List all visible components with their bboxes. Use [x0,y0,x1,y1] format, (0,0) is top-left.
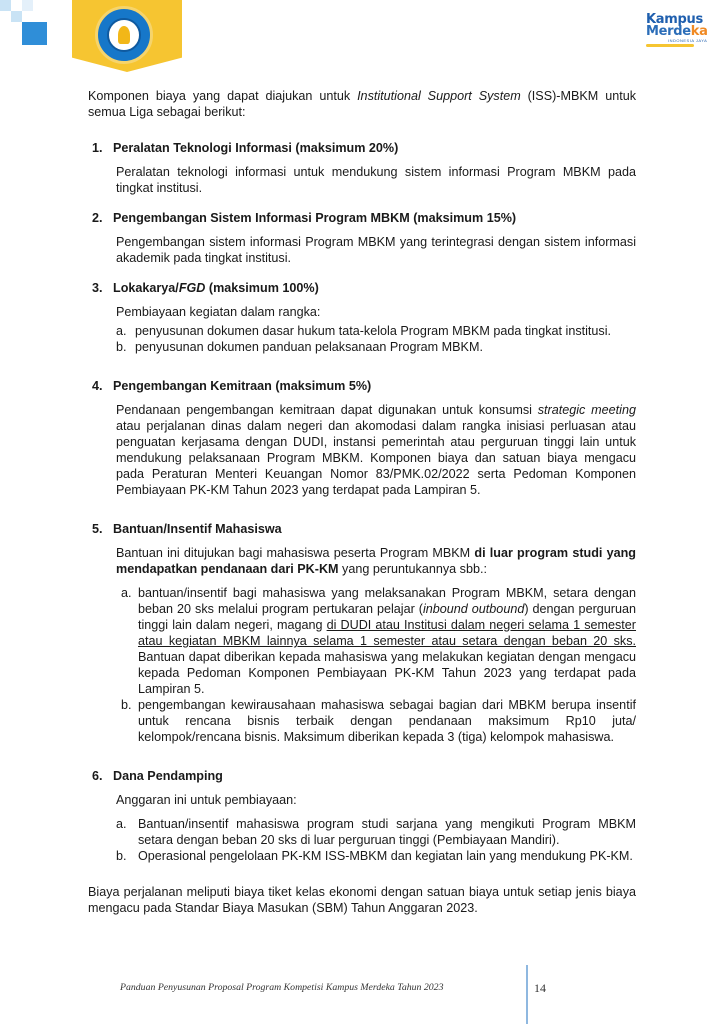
list-item: a. Bantuan/insentif mahasiswa program studi sarjana yang mengikuti Program MBKM setara dengan beban 20 sks di luar perguruan tinggi (Pembiayaan Mandiri). [116,817,636,847]
section-body: Pendanaan pengembangan kemitraan dapat digunakan untuk konsumsi strategic meeting atau perjalanan dinas dalam negeri dan akomodasi dalam rangka inisiasi perluasan atau penguatan kerjasama dengan DUDI, instansi pemerintah atau perguruan tinggi lain untuk mendukung pelaksanaan Program MBKM. Komponen biaya dan satuan biaya mengacu pada Peraturan Menteri Keuangan Nomor 83/PMK.02/2022 serta Pedoman Komponen Pembiayaan PK-KM Tahun 2023 yang terdapat pada Lampiran 5. [116,403,636,497]
document-body [88,88,636,916]
list-item: a. bantuan/insentif bagi mahasiswa yang melaksanakan Program MBKM, setara dengan beban 20 sks melalui program pertukaran pelajar (inbound outbound) dengan perguruan tinggi lain dalam negeri, magang di DUDI atau Institusi dalam negeri selama 1 semester atau kegiatan MBKM lainnya selama 1 semester atau setara dengan beban 20 sks. Bantuan dapat diberikan kepada mahasiswa yang melakukan kegiatan dengan mengacu kepada Pedoman Komponen Pembiayaan PK-KM Tahun 2023 yang terdapat pada Lampiran 5. [121,586,637,696]
tut-wuri-handayani-icon [95,6,153,64]
list-item: b. penyusunan dokumen panduan pelaksanaan Program MBKM. [116,340,483,354]
section-body: Bantuan ini ditujukan bagi mahasiswa peserta Program MBKM di luar program studi yang mendapatkan pendanaan dari PK-KM yang peruntukannya sbb.: [116,546,636,576]
list-item: a. penyusunan dokumen dasar hukum tata-kelola Program MBKM pada tingkat institusi. [116,324,612,338]
page-number: 14 [534,981,546,995]
section-body: Anggaran ini untuk pembiayaan: [116,793,297,807]
decor-square [22,22,47,45]
list-item: b. pengembangan kewirausahaan mahasiswa sebagai bagian dari MBKM berupa insentif untuk rencana bisnis terbaik dengan pendanaan maksimum Rp10 juta/ kelompok/rencana bisnis. Maksimum diberikan kepada 3 (tiga) kelompok mahasiswa. [121,698,636,744]
section-title: Bantuan/Insentif Mahasiswa [113,522,282,536]
section-body: Peralatan teknologi informasi untuk mendukung sistem informasi Program MBKM pada tingkat institusi. [116,165,636,195]
section-1: 1. Peralatan Teknologi Informasi (maksimum 20%) Peralatan teknologi informasi untuk mendukung sistem informasi Program MBKM pada tingkat institusi. [88,140,636,196]
section-title: Pengembangan Sistem Informasi Program MBKM (maksimum 15%) [113,211,517,225]
footer-title: Panduan Penyusunan Proposal Program Kompetisi Kampus Merdeka Tahun 2023 [120,982,444,993]
section-title: Peralatan Teknologi Informasi (maksimum 20%) [113,141,399,155]
list-item: b. Operasional pengelolaan PK-KM ISS-MBKM dan kegiatan lain yang mendukung PK-KM. [116,849,633,863]
section-title: Dana Pendamping [113,769,223,783]
section-body: Pembiayaan kegiatan dalam rangka: [116,305,321,319]
decor-square [22,0,33,11]
section-title: Pengembangan Kemitraan (maksimum 5%) [113,379,372,393]
decor-square [0,0,11,11]
intro-paragraph: Komponen biaya yang dapat diajukan untuk Institutional Support System (ISS)-MBKM untuk semua Liga sebagai berikut: [88,89,637,119]
kampus-merdeka-logo: Kampus Merdeka INDONESIA JAYA [646,14,714,50]
section-5: 5. Bantuan/Insentif Mahasiswa Bantuan ini ditujukan bagi mahasiswa peserta Program MBKM di luar program studi yang mendapatkan pendanaan dari PK-KM yang peruntukannya sbb.: a. bantuan/insentif bagi mahasiswa yang melaksanakan Program MBKM, setara dengan beban 20 sks melalui program pertukaran pelajar (inbound outbound) dengan perguruan tinggi lain dalam negeri, magang di DUDI atau Institusi dalam negeri selama 1 semester atau kegiatan MBKM lainnya selama 1 semester atau setara dengan beban 20 sks. Bantuan dapat diberikan kepada mahasiswa yang melakukan kegiatan dengan mengacu kepada Pedoman Komponen Pembiayaan PK-KM Tahun 2023 yang terdapat pada Lampiran 5. b. pengembangan kewirausahaan mahasiswa sebagai bagian dari MBKM berupa insentif untuk rencana bisnis terbaik dengan pendanaan maksimum Rp10 juta/ kelompok/rencana bisnis. Maksimum diberikan kepada 3 (tiga) kelompok mahasiswa. [88,521,636,745]
closing-paragraph: Biaya perjalanan meliputi biaya tiket kelas ekonomi dengan satuan biaya untuk setiap jenis biaya mengacu pada Standar Biaya Masukan (SBM) Tahun Anggaran 2023. [88,885,636,915]
section-3: 3. Lokakarya/FGD (maksimum 100%) Pembiayaan kegiatan dalam rangka: a. penyusunan dokumen dasar hukum tata-kelola Program MBKM pada tingkat institusi. b. penyusunan dokumen panduan pelaksanaan Program MBKM. [88,280,636,355]
decor-square [11,11,22,22]
section-6: 6. Dana Pendamping Anggaran ini untuk pembiayaan: a. Bantuan/insentif mahasiswa program studi sarjana yang mengikuti Program MBKM setara dengan beban 20 sks di luar perguruan tinggi (Pembiayaan Mandiri). b. Operasional pengelolaan PK-KM ISS-MBKM dan kegiatan lain yang mendukung PK-KM. [88,768,636,864]
section-title: Lokakarya/FGD (maksimum 100%) [113,281,319,295]
section-2: 2. Pengembangan Sistem Informasi Program MBKM (maksimum 15%) Pengembangan sistem informasi Program MBKM yang terintegrasi dengan sistem informasi akademik pada tingkat institusi. [88,210,636,266]
section-4: 4. Pengembangan Kemitraan (maksimum 5%) Pendanaan pengembangan kemitraan dapat digunakan untuk konsumsi strategic meeting atau perjalanan dinas dalam negeri dan akomodasi dalam rangka inisiasi perluasan atau penguatan kerjasama dengan DUDI, instansi pemerintah atau perguruan tinggi lain untuk mendukung pelaksanaan Program MBKM. Komponen biaya dan satuan biaya mengacu pada Peraturan Menteri Keuangan Nomor 83/PMK.02/2022 serta Pedoman Komponen Pembiayaan PK-KM Tahun 2023 yang terdapat pada Lampiran 5. [88,378,636,498]
section-body: Pengembangan sistem informasi Program MBKM yang terintegrasi dengan sistem informasi akademik pada tingkat institusi. [116,235,636,265]
footer-divider [526,965,528,1024]
